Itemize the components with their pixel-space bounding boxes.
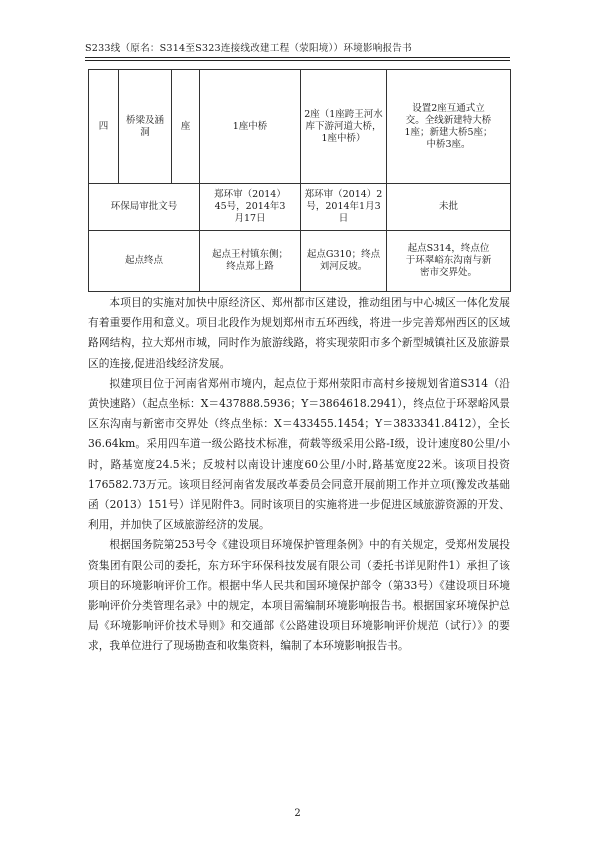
value-cell: 未批 [387, 184, 511, 231]
item-name-cell: 桥梁及涵洞 [119, 70, 172, 184]
header-rule-thick [85, 57, 510, 58]
row-label-cell: 起点终点 [89, 231, 200, 292]
table-row-bridges [89, 70, 511, 184]
row-label-cell: 环保局审批文号 [89, 184, 200, 231]
unit-cell: 座 [172, 70, 200, 184]
value-cell: 2座（1座跨王河水库下游河道大桥，1座中桥） [301, 70, 387, 184]
value-cell: 起点王村镇东侧；终点郑上路 [200, 231, 301, 292]
table-row-approval [89, 184, 511, 231]
running-header: S233线（原名：S314至S323连接线改建工程（荥阳境））环境影响报告书 [85, 43, 412, 54]
comparison-table [88, 69, 511, 292]
body-text [88, 293, 510, 657]
paragraph: 拟建项目位于河南省郑州市境内，起点位于郑州荥阳市高村乡接规划省道S314（沿黄快速路）（起点坐标：X＝437888.5936；Y＝3864618.2941），终点位于环翠峪风景区东沟南与新密市交界处（终点坐标：X＝433455.1454；Y＝3833341.8412），全长36.64km。采用四车道一级公路技术标准，荷载等级采用公路-Ⅰ级，设计速度80公里/小时，路基宽度24.5米；反坡村以南设计速度60公里/小时,路基宽度22米。该项目投资176582.73万元。该项目经河南省发展改革委员会同意开展前期工作并立项(豫发改基础函（2013）151号）详见附件3。同时该项目的实施将进一步促进区域旅游资源的开发、利用，并加快了区域旅游经济的发展。 [88, 376, 510, 532]
row-index-cell: 四 [89, 70, 119, 184]
value-cell: 郑环审（2014）45号，2014年3月17日 [200, 184, 301, 231]
value-cell: 起点S314，终点位于环翠峪东沟南与新密市交界处。 [387, 231, 511, 292]
page-number: 2 [294, 808, 301, 819]
header-rule-thin [85, 60, 510, 61]
paragraph: 本项目的实施对加快中原经济区、郑州都市区建设，推动组团与中心城区一体化发展有着重要作用和意义。项目北段作为规划郑州市五环西线，将进一步完善郑州西区的区域路网结构，拉大郑州市城，同时作为旅游线路，将实现荥阳市多个新型城镇社区及旅游景区的连接,促进沿线经济发展。 [88, 296, 510, 370]
paragraph: 根据国务院第253号令《建设项目环境保护管理条例》中的有关规定，受郑州发展投资集团有限公司的委托，东方环宇环保科技发展有限公司（委托书详见附件1）承担了该项目的环境影响评价工作。根据中华人民共和国环境保护部令（第33号）《建设项目环境影响评价分类管理名录》中的规定，本项目需编制环境影响报告书。根据国家环境保护总局《环境影响评价技术导则》和交通部《公路建设项目环境影响评价规范（试行）》的要求，我单位进行了现场勘查和收集资料，编制了本环境影响报告书。 [88, 538, 510, 653]
value-cell: 起点G310；终点刘河反坡。 [301, 231, 387, 292]
value-cell: 设置2座互通式立交。全线新建特大桥1座；新建大桥5座；中桥3座。 [387, 70, 511, 184]
value-cell: 1座中桥 [200, 70, 301, 184]
value-cell: 郑环审（2014）2号，2014年1月3日 [301, 184, 387, 231]
table-row-endpoints [89, 231, 511, 292]
